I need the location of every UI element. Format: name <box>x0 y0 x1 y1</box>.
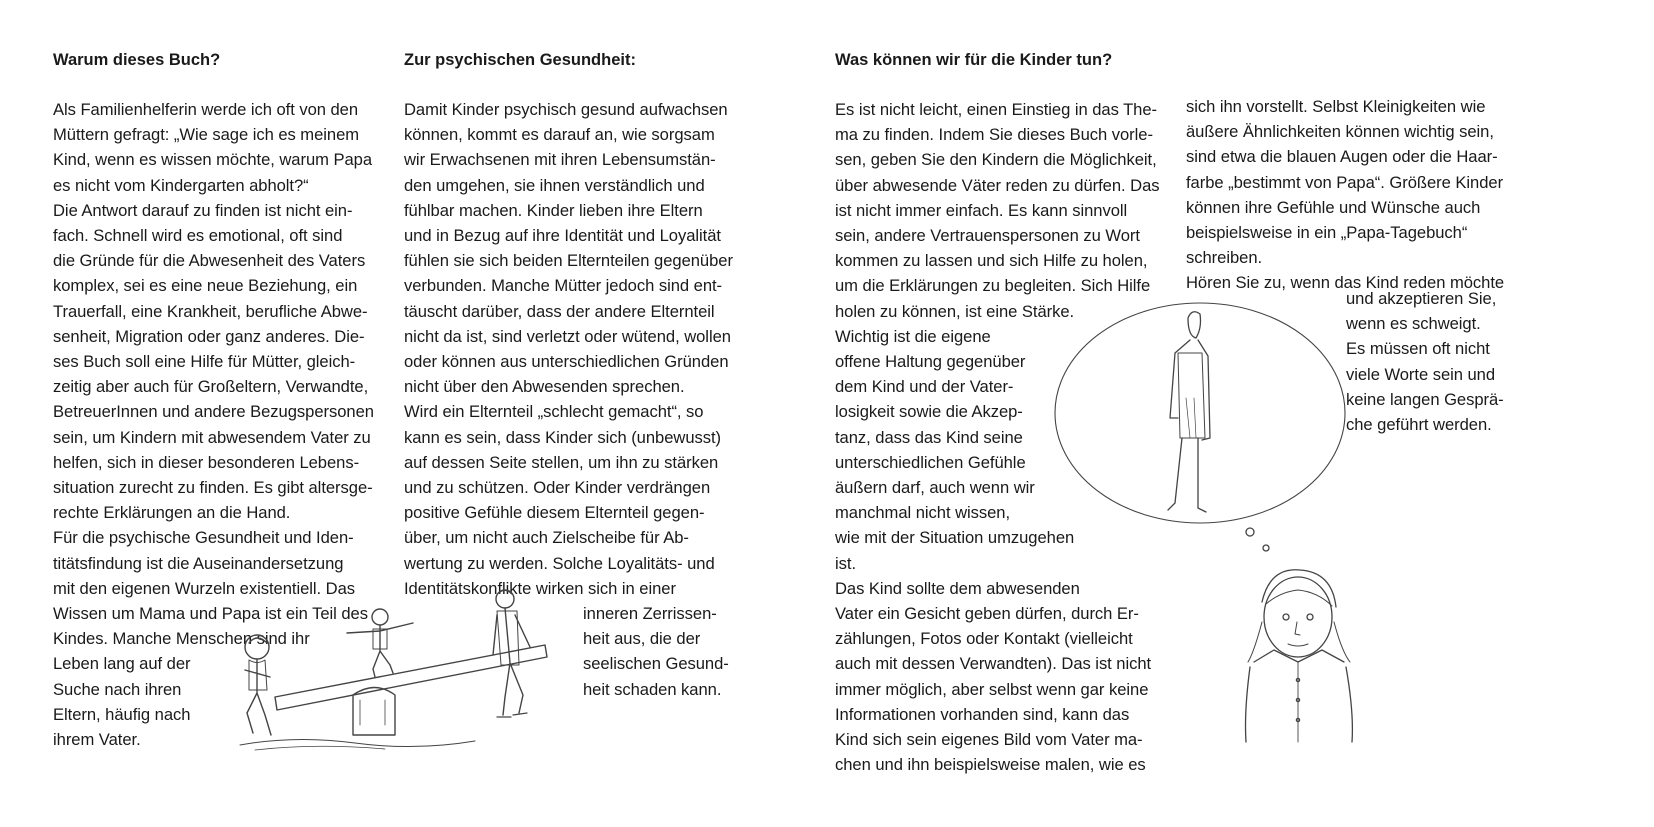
text-line: fühlen sie sich beiden Elternteilen gegenüber <box>404 251 733 271</box>
text-line: wertung zu werden. Solche Loyalitäts- und <box>404 553 715 573</box>
text-line: inneren Zerrissen- <box>583 604 717 623</box>
text-column-gesundheit-tail <box>583 601 729 702</box>
text-line: kommen zu lassen und sich Hilfe zu holen, <box>835 251 1148 271</box>
text-line: losigkeit sowie die Akzep- <box>835 402 1023 422</box>
text-line: wir Erwachsenen mit ihren Lebensumstän- <box>404 150 716 170</box>
text-line: che geführt werden. <box>1346 415 1492 435</box>
text-column-gesundheit <box>404 97 733 601</box>
text-line: ist. <box>835 553 857 573</box>
text-line: sich ihn vorstellt. Selbst Kleinigkeiten wie <box>1186 97 1486 116</box>
text-line: fühlbar machen. Kinder lieben ihre Eltern <box>404 200 703 220</box>
text-line: manchmal nicht wissen, <box>835 503 1011 523</box>
text-line: nicht da ist, sind verletzt oder wütend, wollen <box>404 326 731 346</box>
text-line: können, kommt es darauf an, wie sorgsam <box>404 125 715 145</box>
text-line: rechte Erklärungen an die Hand. <box>53 503 291 523</box>
text-line: Müttern gefragt: „Wie sage ich es meinem <box>53 125 360 145</box>
text-line: komplex, sei es eine neue Beziehung, ein <box>53 276 358 296</box>
text-line: um die Erklärungen zu begleiten. Sich Hilfe <box>835 276 1151 296</box>
text-line: Kind sich sein eigenes Bild vom Vater ma- <box>835 730 1143 750</box>
text-line: chen und ihn beispielsweise malen, wie es <box>835 755 1146 775</box>
text-line: holen zu können, ist eine Stärke. <box>835 301 1075 321</box>
text-line: Trauerfall, eine Krankheit, berufliche Abwe- <box>53 301 368 321</box>
text-line: farbe „bestimmt von Papa“. Größere Kinder <box>1186 172 1504 192</box>
text-line: Kindes. Manche Menschen sind ihr <box>53 629 310 649</box>
text-line: titätsfindung ist die Auseinandersetzung <box>53 553 344 573</box>
text-line: Es müssen oft nicht <box>1346 339 1490 359</box>
heading-psychische-gesundheit: Zur psychischen Gesundheit: <box>404 51 636 69</box>
text-line: fach. Schnell wird es emotional, oft sind <box>53 226 343 246</box>
text-line: Identitätskonflikte wirken sich in einer <box>404 578 676 598</box>
text-line: helfen, sich in dieser besonderen Lebens- <box>53 452 360 472</box>
text-line: es nicht vom Kindergarten abholt?“ <box>53 175 309 195</box>
text-line: und in Bezug auf ihre Identität und Loyalität <box>404 226 721 246</box>
text-line: seelischen Gesund- <box>583 654 729 674</box>
text-line: Als Familienhelferin werde ich oft von den <box>53 100 359 119</box>
text-line: ses Buch soll eine Hilfe für Mütter, gleich- <box>53 352 356 372</box>
text-line: Die Antwort darauf zu finden ist nicht ein- <box>53 200 353 220</box>
text-line: Damit Kinder psychisch gesund aufwachsen <box>404 100 728 119</box>
text-line: unterschiedlichen Gefühle <box>835 452 1026 472</box>
text-line: beispielsweise in ein „Papa-Tagebuch“ <box>1186 223 1468 243</box>
text-line: Vater ein Gesicht geben dürfen, durch Er- <box>835 604 1139 624</box>
text-line: Informationen vorhanden sind, kann das <box>835 704 1130 724</box>
text-line: wenn es schweigt. <box>1346 314 1481 334</box>
text-line: Wird ein Elternteil „schlecht gemacht“, so <box>404 402 704 422</box>
text-line: tanz, dass das Kind seine <box>835 427 1023 447</box>
text-line: und zu schützen. Oder Kinder verdrängen <box>404 478 711 498</box>
text-line: Kind, wenn es wissen möchte, warum Papa <box>53 150 373 170</box>
text-line: BetreuerInnen und andere Bezugspersonen <box>53 402 374 422</box>
text-line: über abwesende Väter reden zu dürfen. Das <box>835 175 1160 195</box>
text-column-was-tun-continued <box>1186 94 1504 296</box>
heading-was-koennen-wir-tun: Was können wir für die Kinder tun? <box>835 51 1113 69</box>
text-line: ist nicht immer einfach. Es kann sinnvoll <box>835 200 1128 220</box>
text-line: täuscht darüber, dass der andere Elternteil <box>404 301 715 321</box>
text-line: Es ist nicht leicht, einen Einstieg in das The- <box>835 100 1158 119</box>
text-line: und akzeptieren Sie, <box>1346 289 1497 308</box>
girl-portrait-illustration <box>1240 562 1360 747</box>
text-line: dem Kind und der Vater- <box>835 377 1014 397</box>
text-line: können ihre Gefühle und Wünsche auch <box>1186 197 1481 217</box>
text-line: über, um nicht auch Zielscheibe für Ab- <box>404 528 689 548</box>
text-line: Das Kind sollte dem abwesenden <box>835 578 1080 598</box>
text-line: verbunden. Manche Mütter jedoch sind ent- <box>404 276 723 296</box>
text-line: wie mit der Situation umzugehen <box>835 528 1075 548</box>
text-line: senheit, Migration oder ganz anderes. Die- <box>53 326 365 346</box>
text-line: die Gründe für die Abwesenheit des Vaters <box>53 251 366 271</box>
text-line: immer möglich, aber selbst wenn gar keine <box>835 679 1149 699</box>
text-line: Für die psychische Gesundheit und Iden- <box>53 528 354 548</box>
thought-bubble-father-illustration <box>1050 298 1350 558</box>
text-line: heit aus, die der <box>583 629 701 649</box>
text-line: auch mit dessen Verwandten). Das ist nicht <box>835 654 1152 674</box>
text-line: sind etwa die blauen Augen oder die Haar- <box>1186 147 1498 167</box>
text-line: keine langen Gesprä- <box>1346 389 1504 409</box>
text-line: offene Haltung gegenüber <box>835 352 1026 372</box>
text-line: schreiben. <box>1186 248 1263 268</box>
text-line: heit schaden kann. <box>583 679 722 699</box>
text-line: äußere Ähnlichkeiten können wichtig sein, <box>1186 122 1494 142</box>
text-line: positive Gefühle diesem Elternteil gegen- <box>404 503 705 523</box>
text-line: Eltern, häufig nach <box>53 704 191 724</box>
heading-warum-dieses-buch: Warum dieses Buch? <box>53 51 221 69</box>
text-line: Leben lang auf der <box>53 654 191 674</box>
text-line: Suche nach ihren <box>53 679 182 699</box>
text-line: den umgehen, sie ihnen verständlich und <box>404 175 705 195</box>
text-line: nicht über den Abwesenden sprechen. <box>404 377 685 397</box>
text-line: viele Worte sein und <box>1346 364 1496 384</box>
text-line: situation zurecht zu finden. Es gibt altersge- <box>53 478 373 498</box>
text-line: auf dessen Seite stellen, um ihn zu stärken <box>404 452 719 472</box>
text-line: äußern darf, auch wenn wir <box>835 478 1035 498</box>
text-line: oder können aus unterschiedlichen Gründen <box>404 352 729 372</box>
text-line: kann es sein, dass Kinder sich (unbewusst) <box>404 427 722 447</box>
text-line: sein, um Kindern mit abwesendem Vater zu <box>53 427 371 447</box>
text-column-was-tun-tail <box>1346 286 1504 437</box>
text-line: sein, andere Vertrauenspersonen zu Wort <box>835 226 1140 246</box>
text-line: ma zu finden. Indem Sie dieses Buch vorle- <box>835 125 1153 145</box>
text-line: Wichtig ist die eigene <box>835 326 991 346</box>
text-line: ihrem Vater. <box>53 730 141 750</box>
text-line: mit den eigenen Wurzeln existentiell. Das <box>53 578 356 598</box>
text-line: sen, geben Sie den Kindern die Möglichkeit, <box>835 150 1157 170</box>
seesaw-illustration <box>235 585 565 755</box>
text-line: Hören Sie zu, wenn das Kind reden möchte <box>1186 273 1505 293</box>
text-line: Wissen um Mama und Papa ist ein Teil des <box>53 604 368 624</box>
text-line: zeitig aber auch für Großeltern, Verwandte, <box>53 377 369 397</box>
text-line: zählungen, Fotos oder Kontakt (vielleicht <box>835 629 1133 649</box>
